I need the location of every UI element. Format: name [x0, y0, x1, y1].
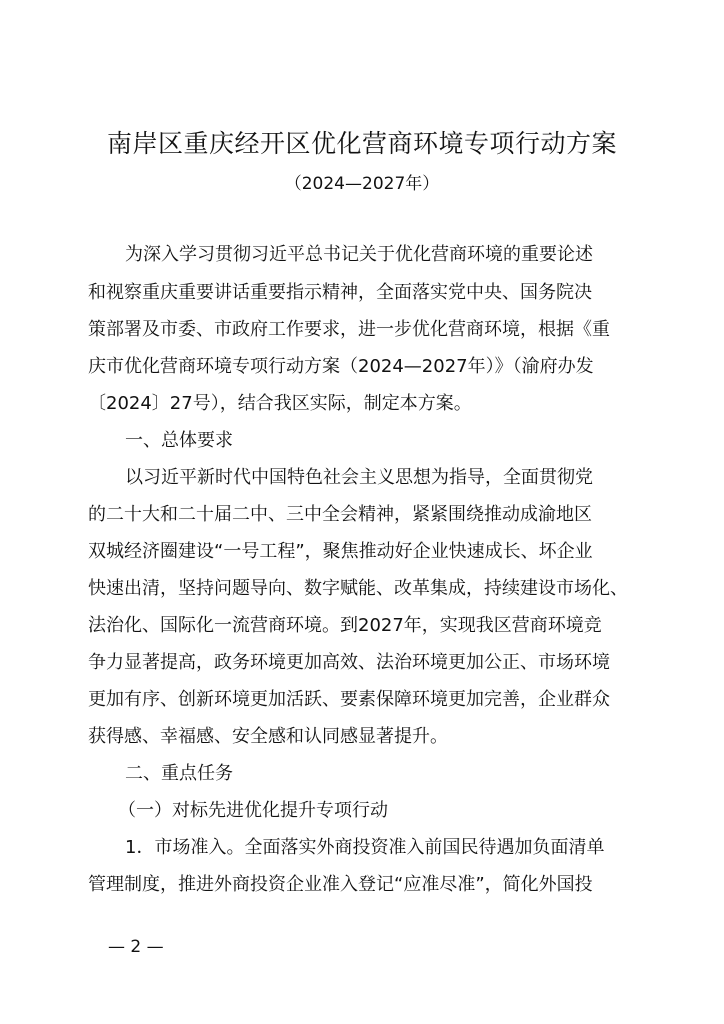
paragraph-line: 的二十大和二十届二中、三中全会精神，紧紧围绕推动成渝地区 — [88, 504, 592, 525]
paragraph-line: 快速出清，坚持问题导向、数字赋能、改革集成，持续建设市场化、 — [88, 578, 628, 599]
paragraph-line: 双城经济圈建设“一号工程”，聚焦推动好企业快速成长、坏企业 — [88, 541, 593, 562]
paragraph-line: 庆市优化营商环境专项行动方案（2024—2027年）》（渝府办发 — [88, 356, 594, 377]
subsection-heading: （一）对标先进优化提升专项行动 — [118, 800, 388, 821]
paragraph-line: 获得感、幸福感、安全感和认同感显著提升。 — [88, 726, 448, 747]
paragraph-line: 1．市场准入。全面落实外商投资准入前国民待遇加负面清单 — [125, 837, 605, 858]
document-title: 南岸区重庆经开区优化营商环境专项行动方案 — [106, 129, 617, 158]
paragraph-line: 法治化、国际化一流营商环境。到2027年，实现我区营商环境竞 — [88, 615, 602, 636]
paragraph-line: 策部署及市委、市政府工作要求，进一步优化营商环境，根据《重 — [88, 319, 610, 340]
page-number: — 2 — — [108, 937, 164, 957]
paragraph-line: 更加有序、创新环境更加活跃、要素保障环境更加完善，企业群众 — [88, 689, 610, 710]
paragraph-line: 争力显著提高，政务环境更加高效、法治环境更加公正、市场环境 — [88, 652, 610, 673]
paragraph-line: 管理制度，推进外商投资企业准入登记“应准尽准”，简化外国投 — [88, 874, 593, 895]
section-heading: 一、总体要求 — [125, 430, 233, 451]
paragraph-line: 和视察重庆重要讲话重要指示精神，全面落实党中央、国务院决 — [88, 282, 592, 303]
paragraph-line: 为深入学习贯彻习近平总书记关于优化营商环境的重要论述 — [125, 244, 593, 265]
section-heading: 二、重点任务 — [125, 763, 233, 784]
paragraph-line: 〔2024〕27号），结合我区实际，制定本方案。 — [88, 393, 472, 414]
document-subtitle: （2024—2027年） — [284, 174, 440, 194]
paragraph-line: 以习近平新时代中国特色社会主义思想为指导，全面贯彻党 — [125, 467, 593, 488]
